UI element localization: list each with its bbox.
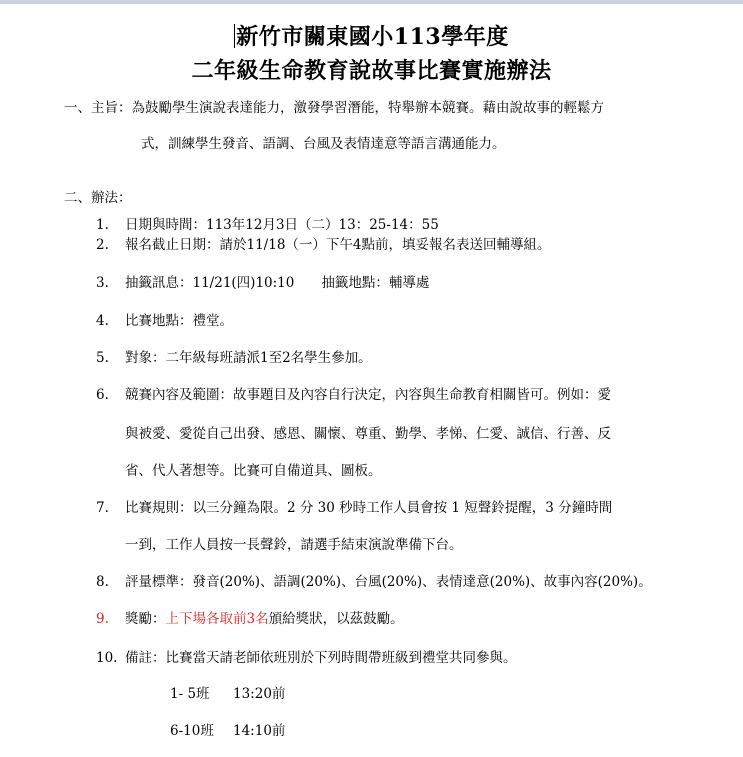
item-number: 2. bbox=[96, 237, 109, 253]
section1-first-line bbox=[64, 99, 604, 117]
section1-text-line2: 式，訓練學生發音、語調、台風及表情達意等語言溝通能力。 bbox=[141, 136, 506, 152]
item-number: 1. bbox=[96, 217, 109, 233]
item6-line1: 競賽內容及範圍：故事題目及內容自行決定，內容與生命教育相關皆可。例如：愛 bbox=[125, 387, 611, 403]
section1-label: 一、主旨： bbox=[64, 100, 132, 116]
item10-line: 備註：比賽當天請老師依班別於下列時間帶班級到禮堂共同參與。 bbox=[125, 650, 517, 666]
item5-line: 對象：二年級每班請派1至2名學生參加。 bbox=[125, 350, 372, 366]
document-title-line1: 新竹市關東國小113學年度 bbox=[236, 24, 509, 50]
section1-text-line1: 為鼓勵學生演說表達能力，激發學習潛能，特舉辦本競賽。藉由說故事的輕鬆方 bbox=[131, 100, 604, 116]
schedule-row bbox=[170, 685, 285, 703]
section2-label: 二、辦法： bbox=[64, 190, 132, 206]
item9-number: 9. bbox=[96, 611, 109, 627]
item7-line2: 一到，工作人員按一長聲鈴，請選手結束演說準備下台。 bbox=[125, 537, 463, 553]
item6-line2: 與被愛、愛從自己出發、感恩、關懷、尊重、勤學、孝悌、仁愛、誠信、行善、反 bbox=[125, 426, 611, 442]
item-number: 4. bbox=[96, 313, 109, 329]
item6-line3: 省、代人著想等。比賽可自備道具、圖板。 bbox=[125, 463, 382, 479]
item-number: 5. bbox=[96, 350, 109, 366]
schedule-row bbox=[170, 722, 285, 740]
item9-prefix: 獎勵： bbox=[125, 611, 166, 627]
schedule-time: 13:20前 bbox=[233, 686, 286, 702]
item1-line: 日期與時間：113年12月3日（二）13：25-14：55 bbox=[125, 217, 439, 233]
item9-suffix: 頒給獎狀，以茲鼓勵。 bbox=[268, 611, 404, 627]
item-number: 3. bbox=[96, 275, 109, 291]
document-title-line2: 二年級生命教育說故事比賽實施辦法 bbox=[191, 58, 552, 84]
item8-line: 評量標準：發音(20%)、語調(20%)、台風(20%)、表情達意(20%)、故事內容(20%)。 bbox=[125, 574, 652, 590]
item9-line bbox=[125, 610, 404, 628]
schedule-classes: 6-10班 bbox=[170, 723, 214, 739]
item-number: 7. bbox=[96, 500, 109, 516]
schedule-time: 14:10前 bbox=[233, 723, 286, 739]
item7-line1: 比賽規則：以三分鐘為限。2 分 30 秒時工作人員會按 1 短聲鈴提醒，3 分鐘時間 bbox=[125, 500, 613, 516]
item3-line: 抽籤訊息：11/21(四)10:10 抽籤地點：輔導處 bbox=[125, 275, 430, 291]
schedule-classes: 1- 5班 bbox=[170, 686, 210, 702]
item4-line: 比賽地點：禮堂。 bbox=[125, 313, 233, 329]
item-number: 8. bbox=[96, 574, 109, 590]
item9-highlight: 上下場各取前3名 bbox=[165, 611, 269, 627]
item-number: 10. bbox=[96, 650, 118, 666]
item-number: 6. bbox=[96, 387, 109, 403]
item2-line: 報名截止日期：請於11/18（一）下午4點前，填妥報名表送回輔導組。 bbox=[125, 237, 551, 253]
